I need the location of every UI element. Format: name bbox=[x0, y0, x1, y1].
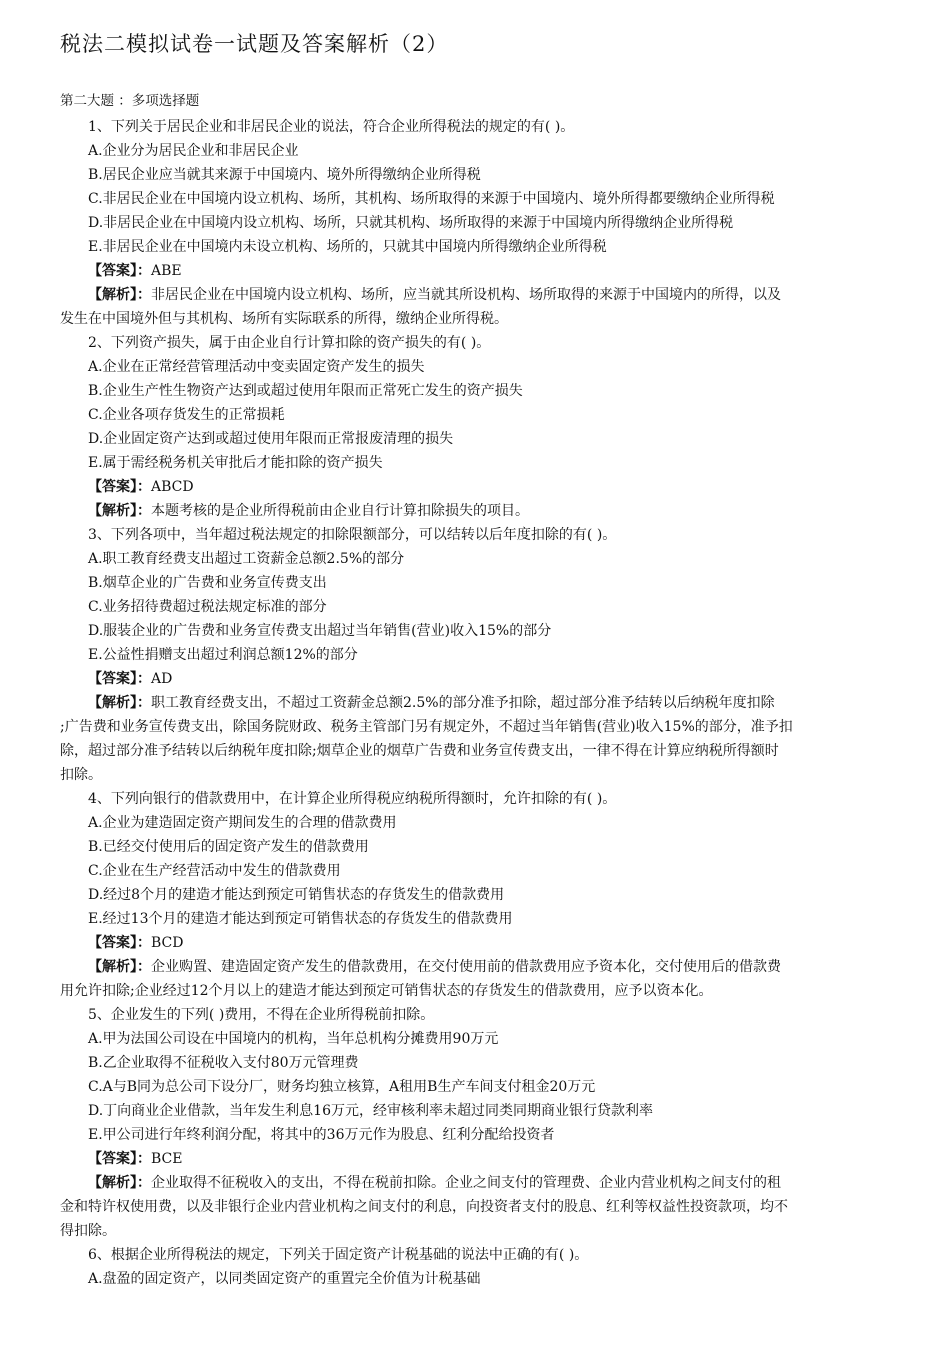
question-text bbox=[60, 787, 890, 811]
line-text: A.企业为建造固定资产期间发生的合理的借款费用 bbox=[88, 815, 397, 831]
option-text bbox=[60, 187, 890, 211]
option-text bbox=[60, 571, 890, 595]
explanation-continuation bbox=[60, 739, 890, 763]
option-text bbox=[60, 811, 890, 835]
line-text: 3、下列各项中，当年超过税法规定的扣除限额部分，可以结转以后年度扣除的有( )。 bbox=[88, 527, 617, 543]
option-text bbox=[60, 595, 890, 619]
line-text: E.非居民企业在中国境内未设立机构、场所的，只就其中国境内所得缴纳企业所得税 bbox=[88, 239, 607, 255]
line-text: B.居民企业应当就其来源于中国境内、境外所得缴纳企业所得税 bbox=[88, 167, 481, 183]
line-text: A.企业在正常经营管理活动中变卖固定资产发生的损失 bbox=[88, 359, 425, 375]
explanation-continuation bbox=[60, 1195, 890, 1219]
line-text: B.烟草企业的广告费和业务宣传费支出 bbox=[88, 575, 327, 591]
line-text: 扣除。 bbox=[60, 767, 102, 783]
answer-label: 【答案】： bbox=[88, 935, 151, 951]
answer-value: AD bbox=[151, 671, 173, 687]
option-text bbox=[60, 379, 890, 403]
line-text: 4、下列向银行的借款费用中，在计算企业所得税应纳税所得额时，允许扣除的有( )。 bbox=[88, 791, 617, 807]
question-content bbox=[60, 115, 890, 1291]
line-text: E.甲公司进行年终利润分配，将其中的36万元作为股息、红利分配给投资者 bbox=[88, 1127, 555, 1143]
line-text: B.企业生产性生物资产达到或超过使用年限而正常死亡发生的资产损失 bbox=[88, 383, 523, 399]
explanation-continuation bbox=[60, 1219, 890, 1243]
line-text: D.服装企业的广告费和业务宣传费支出超过当年销售(营业)收入15%的部分 bbox=[88, 623, 552, 639]
answer-label: 【答案】： bbox=[88, 479, 151, 495]
question-text bbox=[60, 1243, 890, 1267]
option-text bbox=[60, 355, 890, 379]
answer-line bbox=[60, 259, 890, 283]
line-text: C.企业各项存货发生的正常损耗 bbox=[88, 407, 285, 423]
option-text bbox=[60, 163, 890, 187]
answer-value: ABE bbox=[151, 263, 182, 279]
explanation-label: 【解析】： bbox=[88, 287, 151, 303]
option-text bbox=[60, 907, 890, 931]
line-text: D.非居民企业在中国境内设立机构、场所，只就其机构、场所取得的来源于中国境内所得缴纳企业所得税 bbox=[88, 215, 734, 231]
answer-value: BCE bbox=[151, 1151, 183, 1167]
line-text: A.企业分为居民企业和非居民企业 bbox=[88, 143, 299, 159]
option-text bbox=[60, 619, 890, 643]
answer-value: BCD bbox=[151, 935, 184, 951]
line-text: 除，超过部分准予结转以后纳税年度扣除;烟草企业的烟草广告费和业务宣传费支出，一律不得在计算应纳税所得额时 bbox=[60, 743, 779, 759]
option-text bbox=[60, 451, 890, 475]
line-text: D.丁向商业企业借款，当年发生利息16万元，经审核利率未超过同类同期商业银行贷款利率 bbox=[88, 1103, 653, 1119]
explanation-continuation bbox=[60, 715, 890, 739]
line-text: B.已经交付使用后的固定资产发生的借款费用 bbox=[88, 839, 369, 855]
option-text bbox=[60, 139, 890, 163]
line-text: 职工教育经费支出，不超过工资薪金总额2.5%的部分准予扣除，超过部分准予结转以后纳税年度扣除 bbox=[151, 695, 775, 711]
question-text bbox=[60, 115, 890, 139]
option-text bbox=[60, 1075, 890, 1099]
document-title: 税法二模拟试卷一试题及答案解析（2） bbox=[60, 32, 449, 56]
line-text: E.属于需经税务机关审批后才能扣除的资产损失 bbox=[88, 455, 383, 471]
question-text bbox=[60, 331, 890, 355]
section-heading: 第二大题 ：多项选择题 bbox=[60, 93, 200, 109]
explanation-label: 【解析】： bbox=[88, 1175, 151, 1191]
line-text: C.A与B同为总公司下设分厂，财务均独立核算，A租用B生产车间支付租金20万元 bbox=[88, 1079, 596, 1095]
explanation-continuation bbox=[60, 763, 890, 787]
explanation-line bbox=[60, 1171, 890, 1195]
explanation-label: 【解析】： bbox=[88, 959, 151, 975]
line-text: A.盘盈的固定资产，以同类固定资产的重置完全价值为计税基础 bbox=[88, 1271, 481, 1287]
explanation-line bbox=[60, 691, 890, 715]
option-text bbox=[60, 211, 890, 235]
line-text: 企业购置、建造固定资产发生的借款费用，在交付使用前的借款费用应予资本化，交付使用后的借款费 bbox=[151, 959, 781, 975]
option-text bbox=[60, 427, 890, 451]
line-text: E.经过13个月的建造才能达到预定可销售状态的存货发生的借款费用 bbox=[88, 911, 513, 927]
option-text bbox=[60, 1123, 890, 1147]
answer-line bbox=[60, 475, 890, 499]
explanation-label: 【解析】： bbox=[88, 695, 151, 711]
line-text: B.乙企业取得不征税收入支付80万元管理费 bbox=[88, 1055, 359, 1071]
option-text bbox=[60, 859, 890, 883]
answer-value: ABCD bbox=[151, 479, 194, 495]
line-text: 1、下列关于居民企业和非居民企业的说法，符合企业所得税法的规定的有( )。 bbox=[88, 119, 575, 135]
answer-label: 【答案】： bbox=[88, 1151, 151, 1167]
line-text: C.企业在生产经营活动中发生的借款费用 bbox=[88, 863, 341, 879]
explanation-continuation bbox=[60, 979, 890, 1003]
answer-label: 【答案】： bbox=[88, 671, 151, 687]
option-text bbox=[60, 883, 890, 907]
line-text: 本题考核的是企业所得税前由企业自行计算扣除损失的项目。 bbox=[151, 503, 529, 519]
answer-label: 【答案】： bbox=[88, 263, 151, 279]
line-text: D.企业固定资产达到或超过使用年限而正常报废清理的损失 bbox=[88, 431, 454, 447]
line-text: E.公益性捐赠支出超过利润总额12%的部分 bbox=[88, 647, 358, 663]
explanation-line bbox=[60, 499, 890, 523]
option-text bbox=[60, 1099, 890, 1123]
answer-line bbox=[60, 1147, 890, 1171]
option-text bbox=[60, 835, 890, 859]
line-text: 得扣除。 bbox=[60, 1223, 116, 1239]
line-text: C.业务招待费超过税法规定标准的部分 bbox=[88, 599, 327, 615]
option-text bbox=[60, 547, 890, 571]
line-text: C.非居民企业在中国境内设立机构、场所，其机构、场所取得的来源于中国境内、境外所得都要缴纳企业所得税 bbox=[88, 191, 775, 207]
line-text: D.经过8个月的建造才能达到预定可销售状态的存货发生的借款费用 bbox=[88, 887, 505, 903]
option-text bbox=[60, 403, 890, 427]
line-text: 用允许扣除;企业经过12个月以上的建造才能达到预定可销售状态的存货发生的借款费用，应予以资本化。 bbox=[60, 983, 713, 999]
option-text bbox=[60, 235, 890, 259]
line-text: 非居民企业在中国境内设立机构、场所，应当就其所设机构、场所取得的来源于中国境内的所得，以及 bbox=[151, 287, 781, 303]
line-text: 2、下列资产损失，属于由企业自行计算扣除的资产损失的有( )。 bbox=[88, 335, 491, 351]
explanation-label: 【解析】： bbox=[88, 503, 151, 519]
line-text: 5、企业发生的下列( )费用，不得在企业所得税前扣除。 bbox=[88, 1007, 435, 1023]
line-text: 6、根据企业所得税法的规定，下列关于固定资产计税基础的说法中正确的有( )。 bbox=[88, 1247, 589, 1263]
answer-line bbox=[60, 667, 890, 691]
option-text bbox=[60, 643, 890, 667]
question-text bbox=[60, 1003, 890, 1027]
explanation-line bbox=[60, 955, 890, 979]
explanation-line bbox=[60, 283, 890, 307]
line-text: 企业取得不征税收入的支出，不得在税前扣除。企业之间支付的管理费、企业内营业机构之间支付的租 bbox=[151, 1175, 781, 1191]
option-text bbox=[60, 1027, 890, 1051]
line-text: A.甲为法国公司设在中国境内的机构，当年总机构分摊费用90万元 bbox=[88, 1031, 499, 1047]
option-text bbox=[60, 1267, 890, 1291]
question-text bbox=[60, 523, 890, 547]
option-text bbox=[60, 1051, 890, 1075]
answer-line bbox=[60, 931, 890, 955]
line-text: ;广告费和业务宣传费支出，除国务院财政、税务主管部门另有规定外，不超过当年销售(营业)收入15%的部分，准予扣 bbox=[60, 719, 793, 735]
line-text: A.职工教育经费支出超过工资薪金总额2.5%的部分 bbox=[88, 551, 405, 567]
line-text: 发生在中国境外但与其机构、场所有实际联系的所得，缴纳企业所得税。 bbox=[60, 311, 508, 327]
explanation-continuation bbox=[60, 307, 890, 331]
line-text: 金和特许权使用费，以及非银行企业内营业机构之间支付的利息，向投资者支付的股息、红利等权益性投资款项，均不 bbox=[60, 1199, 788, 1215]
